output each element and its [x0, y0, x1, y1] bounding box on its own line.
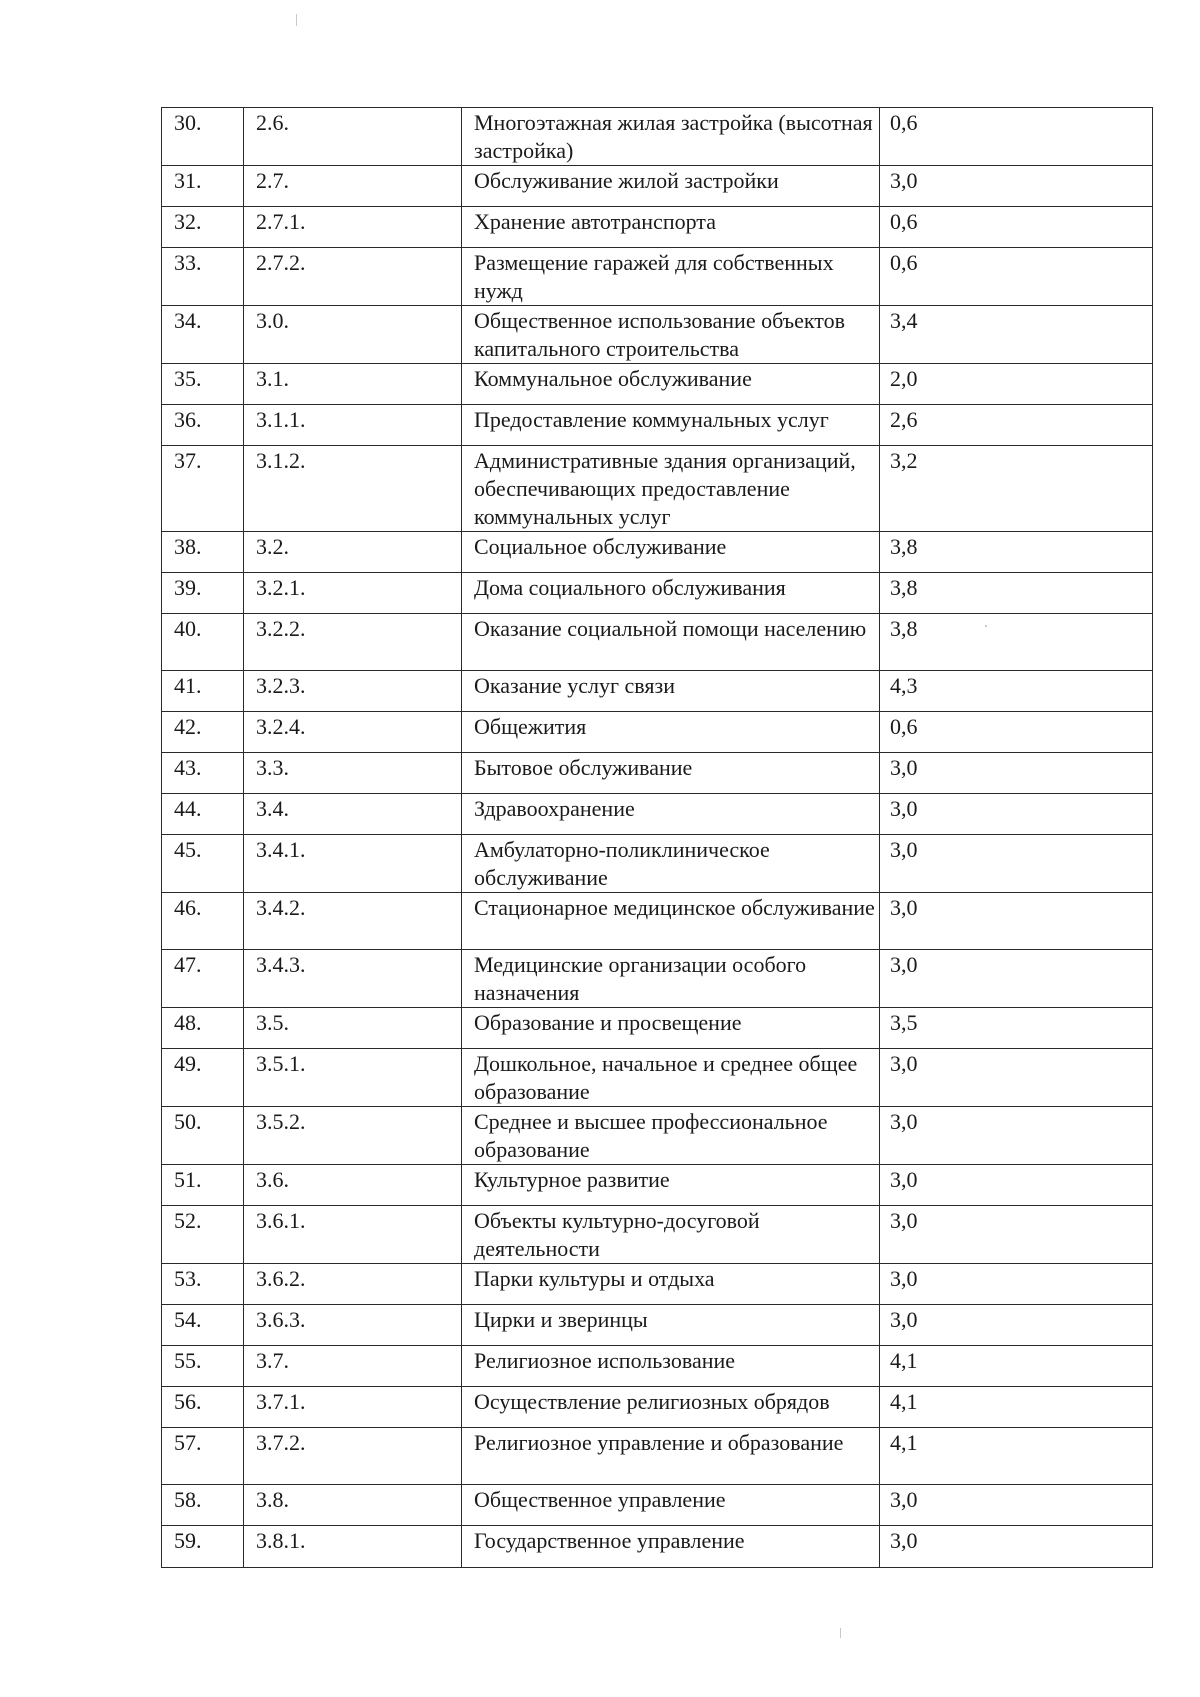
coefficient-cell: 3,8 [880, 532, 1153, 573]
row-number-cell: 50. [162, 1107, 244, 1165]
table-row [162, 893, 1153, 950]
coefficient-cell: 2,6 [880, 405, 1153, 446]
type-name-cell: Амбулаторно-поликлиническое обслуживание [462, 835, 880, 893]
type-name-cell: Оказание социальной помощи населению [462, 614, 880, 671]
type-code-cell: 3.6. [244, 1165, 462, 1206]
row-number-cell: 55. [162, 1346, 244, 1387]
table-row [162, 1387, 1153, 1428]
type-name-cell: Размещение гаражей для собственных нужд [462, 248, 880, 306]
coefficient-cell: 3,8 [880, 573, 1153, 614]
type-name-cell: Обслуживание жилой застройки [462, 166, 880, 207]
row-number-cell: 56. [162, 1387, 244, 1428]
type-code-cell: 2.7. [244, 166, 462, 207]
type-code-cell: 3.8. [244, 1485, 462, 1526]
type-code-cell: 3.5.2. [244, 1107, 462, 1165]
row-number-cell: 40. [162, 614, 244, 671]
row-number-cell: 38. [162, 532, 244, 573]
coefficient-cell: 0,6 [880, 712, 1153, 753]
row-number-cell: 58. [162, 1485, 244, 1526]
table-row [162, 671, 1153, 712]
type-code-cell: 3.3. [244, 753, 462, 794]
coefficient-cell: 3,0 [880, 794, 1153, 835]
scan-speck [840, 1628, 841, 1638]
table-row [162, 614, 1153, 671]
type-code-cell: 2.6. [244, 108, 462, 166]
type-name-cell: Бытовое обслуживание [462, 753, 880, 794]
table-row [162, 573, 1153, 614]
type-name-cell: Административные здания организаций, обеспечивающих предоставление коммунальных услуг [462, 446, 880, 532]
table-row [162, 532, 1153, 573]
type-code-cell: 3.6.3. [244, 1305, 462, 1346]
type-name-cell: Общежития [462, 712, 880, 753]
type-code-cell: 3.1.1. [244, 405, 462, 446]
coefficient-cell: 4,1 [880, 1428, 1153, 1485]
coefficient-cell: 4,1 [880, 1346, 1153, 1387]
row-number-cell: 53. [162, 1264, 244, 1305]
table-row [162, 1206, 1153, 1264]
type-code-cell: 3.2.4. [244, 712, 462, 753]
type-name-cell: Стационарное медицинское обслуживание [462, 893, 880, 950]
coefficient-cell: 2,0 [880, 364, 1153, 405]
table-row [162, 753, 1153, 794]
type-code-cell: 3.2.2. [244, 614, 462, 671]
coefficient-cell: 3,8 [880, 614, 1153, 671]
row-number-cell: 37. [162, 446, 244, 532]
scan-speck [296, 14, 297, 26]
type-code-cell: 3.4.3. [244, 950, 462, 1008]
type-code-cell: 3.4. [244, 794, 462, 835]
coefficient-cell: 3,0 [880, 1305, 1153, 1346]
coefficient-cell: 4,1 [880, 1387, 1153, 1428]
coefficient-cell: 3,0 [880, 1049, 1153, 1107]
table-row [162, 1264, 1153, 1305]
scan-speck [985, 625, 987, 627]
type-code-cell: 3.8.1. [244, 1526, 462, 1568]
type-code-cell: 3.7.1. [244, 1387, 462, 1428]
table-row [162, 835, 1153, 893]
type-name-cell: Дошкольное, начальное и среднее общее образование [462, 1049, 880, 1107]
table-row [162, 1346, 1153, 1387]
row-number-cell: 46. [162, 893, 244, 950]
type-code-cell: 3.2.3. [244, 671, 462, 712]
row-number-cell: 49. [162, 1049, 244, 1107]
type-name-cell: Государственное управление [462, 1526, 880, 1568]
table-row [162, 1165, 1153, 1206]
coefficient-cell: 3,0 [880, 753, 1153, 794]
coefficient-cell: 3,0 [880, 1107, 1153, 1165]
coefficient-cell: 3,0 [880, 1165, 1153, 1206]
type-code-cell: 3.5.1. [244, 1049, 462, 1107]
land-use-table [161, 107, 1153, 1568]
row-number-cell: 39. [162, 573, 244, 614]
type-code-cell: 3.7. [244, 1346, 462, 1387]
table-row [162, 1008, 1153, 1049]
row-number-cell: 54. [162, 1305, 244, 1346]
row-number-cell: 34. [162, 306, 244, 364]
row-number-cell: 35. [162, 364, 244, 405]
table-row [162, 1428, 1153, 1485]
row-number-cell: 32. [162, 207, 244, 248]
type-code-cell: 3.4.2. [244, 893, 462, 950]
coefficient-cell: 0,6 [880, 248, 1153, 306]
row-number-cell: 47. [162, 950, 244, 1008]
type-name-cell: Общественное использование объектов капитального строительства [462, 306, 880, 364]
table-row [162, 248, 1153, 306]
coefficient-cell: 3,4 [880, 306, 1153, 364]
coefficient-cell: 3,0 [880, 1264, 1153, 1305]
coefficient-cell: 4,3 [880, 671, 1153, 712]
type-name-cell: Осуществление религиозных обрядов [462, 1387, 880, 1428]
table-row [162, 1526, 1153, 1568]
row-number-cell: 45. [162, 835, 244, 893]
table-row [162, 1485, 1153, 1526]
row-number-cell: 57. [162, 1428, 244, 1485]
table-row [162, 1305, 1153, 1346]
type-name-cell: Коммунальное обслуживание [462, 364, 880, 405]
table-body [162, 108, 1153, 1568]
type-code-cell: 3.6.2. [244, 1264, 462, 1305]
table-row [162, 364, 1153, 405]
coefficient-cell: 3,5 [880, 1008, 1153, 1049]
row-number-cell: 33. [162, 248, 244, 306]
type-code-cell: 3.0. [244, 306, 462, 364]
type-code-cell: 2.7.1. [244, 207, 462, 248]
type-name-cell: Общественное управление [462, 1485, 880, 1526]
table-row [162, 207, 1153, 248]
type-name-cell: Культурное развитие [462, 1165, 880, 1206]
type-name-cell: Цирки и зверинцы [462, 1305, 880, 1346]
type-name-cell: Здравоохранение [462, 794, 880, 835]
type-name-cell: Предоставление коммунальных услуг [462, 405, 880, 446]
coefficient-cell: 3,0 [880, 1526, 1153, 1568]
type-code-cell: 3.2.1. [244, 573, 462, 614]
table-row [162, 1107, 1153, 1165]
type-name-cell: Оказание услуг связи [462, 671, 880, 712]
row-number-cell: 44. [162, 794, 244, 835]
row-number-cell: 59. [162, 1526, 244, 1568]
coefficient-cell: 3,0 [880, 1206, 1153, 1264]
table-row [162, 446, 1153, 532]
coefficient-cell: 3,0 [880, 893, 1153, 950]
row-number-cell: 43. [162, 753, 244, 794]
row-number-cell: 41. [162, 671, 244, 712]
type-name-cell: Парки культуры и отдыха [462, 1264, 880, 1305]
type-code-cell: 3.4.1. [244, 835, 462, 893]
table-row [162, 794, 1153, 835]
type-name-cell: Хранение автотранспорта [462, 207, 880, 248]
type-name-cell: Медицинские организации особого назначения [462, 950, 880, 1008]
coefficient-cell: 3,0 [880, 1485, 1153, 1526]
table-row [162, 166, 1153, 207]
type-name-cell: Религиозное управление и образование [462, 1428, 880, 1485]
table-row [162, 108, 1153, 166]
type-code-cell: 3.1.2. [244, 446, 462, 532]
type-code-cell: 3.7.2. [244, 1428, 462, 1485]
row-number-cell: 51. [162, 1165, 244, 1206]
type-code-cell: 3.2. [244, 532, 462, 573]
type-name-cell: Образование и просвещение [462, 1008, 880, 1049]
type-code-cell: 3.5. [244, 1008, 462, 1049]
table-row [162, 405, 1153, 446]
coefficient-cell: 0,6 [880, 108, 1153, 166]
row-number-cell: 31. [162, 166, 244, 207]
type-code-cell: 3.6.1. [244, 1206, 462, 1264]
type-code-cell: 3.1. [244, 364, 462, 405]
type-name-cell: Религиозное использование [462, 1346, 880, 1387]
row-number-cell: 30. [162, 108, 244, 166]
coefficient-cell: 3,0 [880, 835, 1153, 893]
row-number-cell: 36. [162, 405, 244, 446]
row-number-cell: 52. [162, 1206, 244, 1264]
coefficient-cell: 3,0 [880, 950, 1153, 1008]
row-number-cell: 48. [162, 1008, 244, 1049]
coefficient-cell: 3,2 [880, 446, 1153, 532]
table-row [162, 306, 1153, 364]
table-row [162, 1049, 1153, 1107]
type-name-cell: Среднее и высшее профессиональное образование [462, 1107, 880, 1165]
table-row [162, 712, 1153, 753]
type-name-cell: Многоэтажная жилая застройка (высотная застройка) [462, 108, 880, 166]
table-row [162, 950, 1153, 1008]
type-name-cell: Социальное обслуживание [462, 532, 880, 573]
coefficient-cell: 0,6 [880, 207, 1153, 248]
type-name-cell: Объекты культурно-досуговой деятельности [462, 1206, 880, 1264]
coefficient-cell: 3,0 [880, 166, 1153, 207]
row-number-cell: 42. [162, 712, 244, 753]
type-code-cell: 2.7.2. [244, 248, 462, 306]
type-name-cell: Дома социального обслуживания [462, 573, 880, 614]
